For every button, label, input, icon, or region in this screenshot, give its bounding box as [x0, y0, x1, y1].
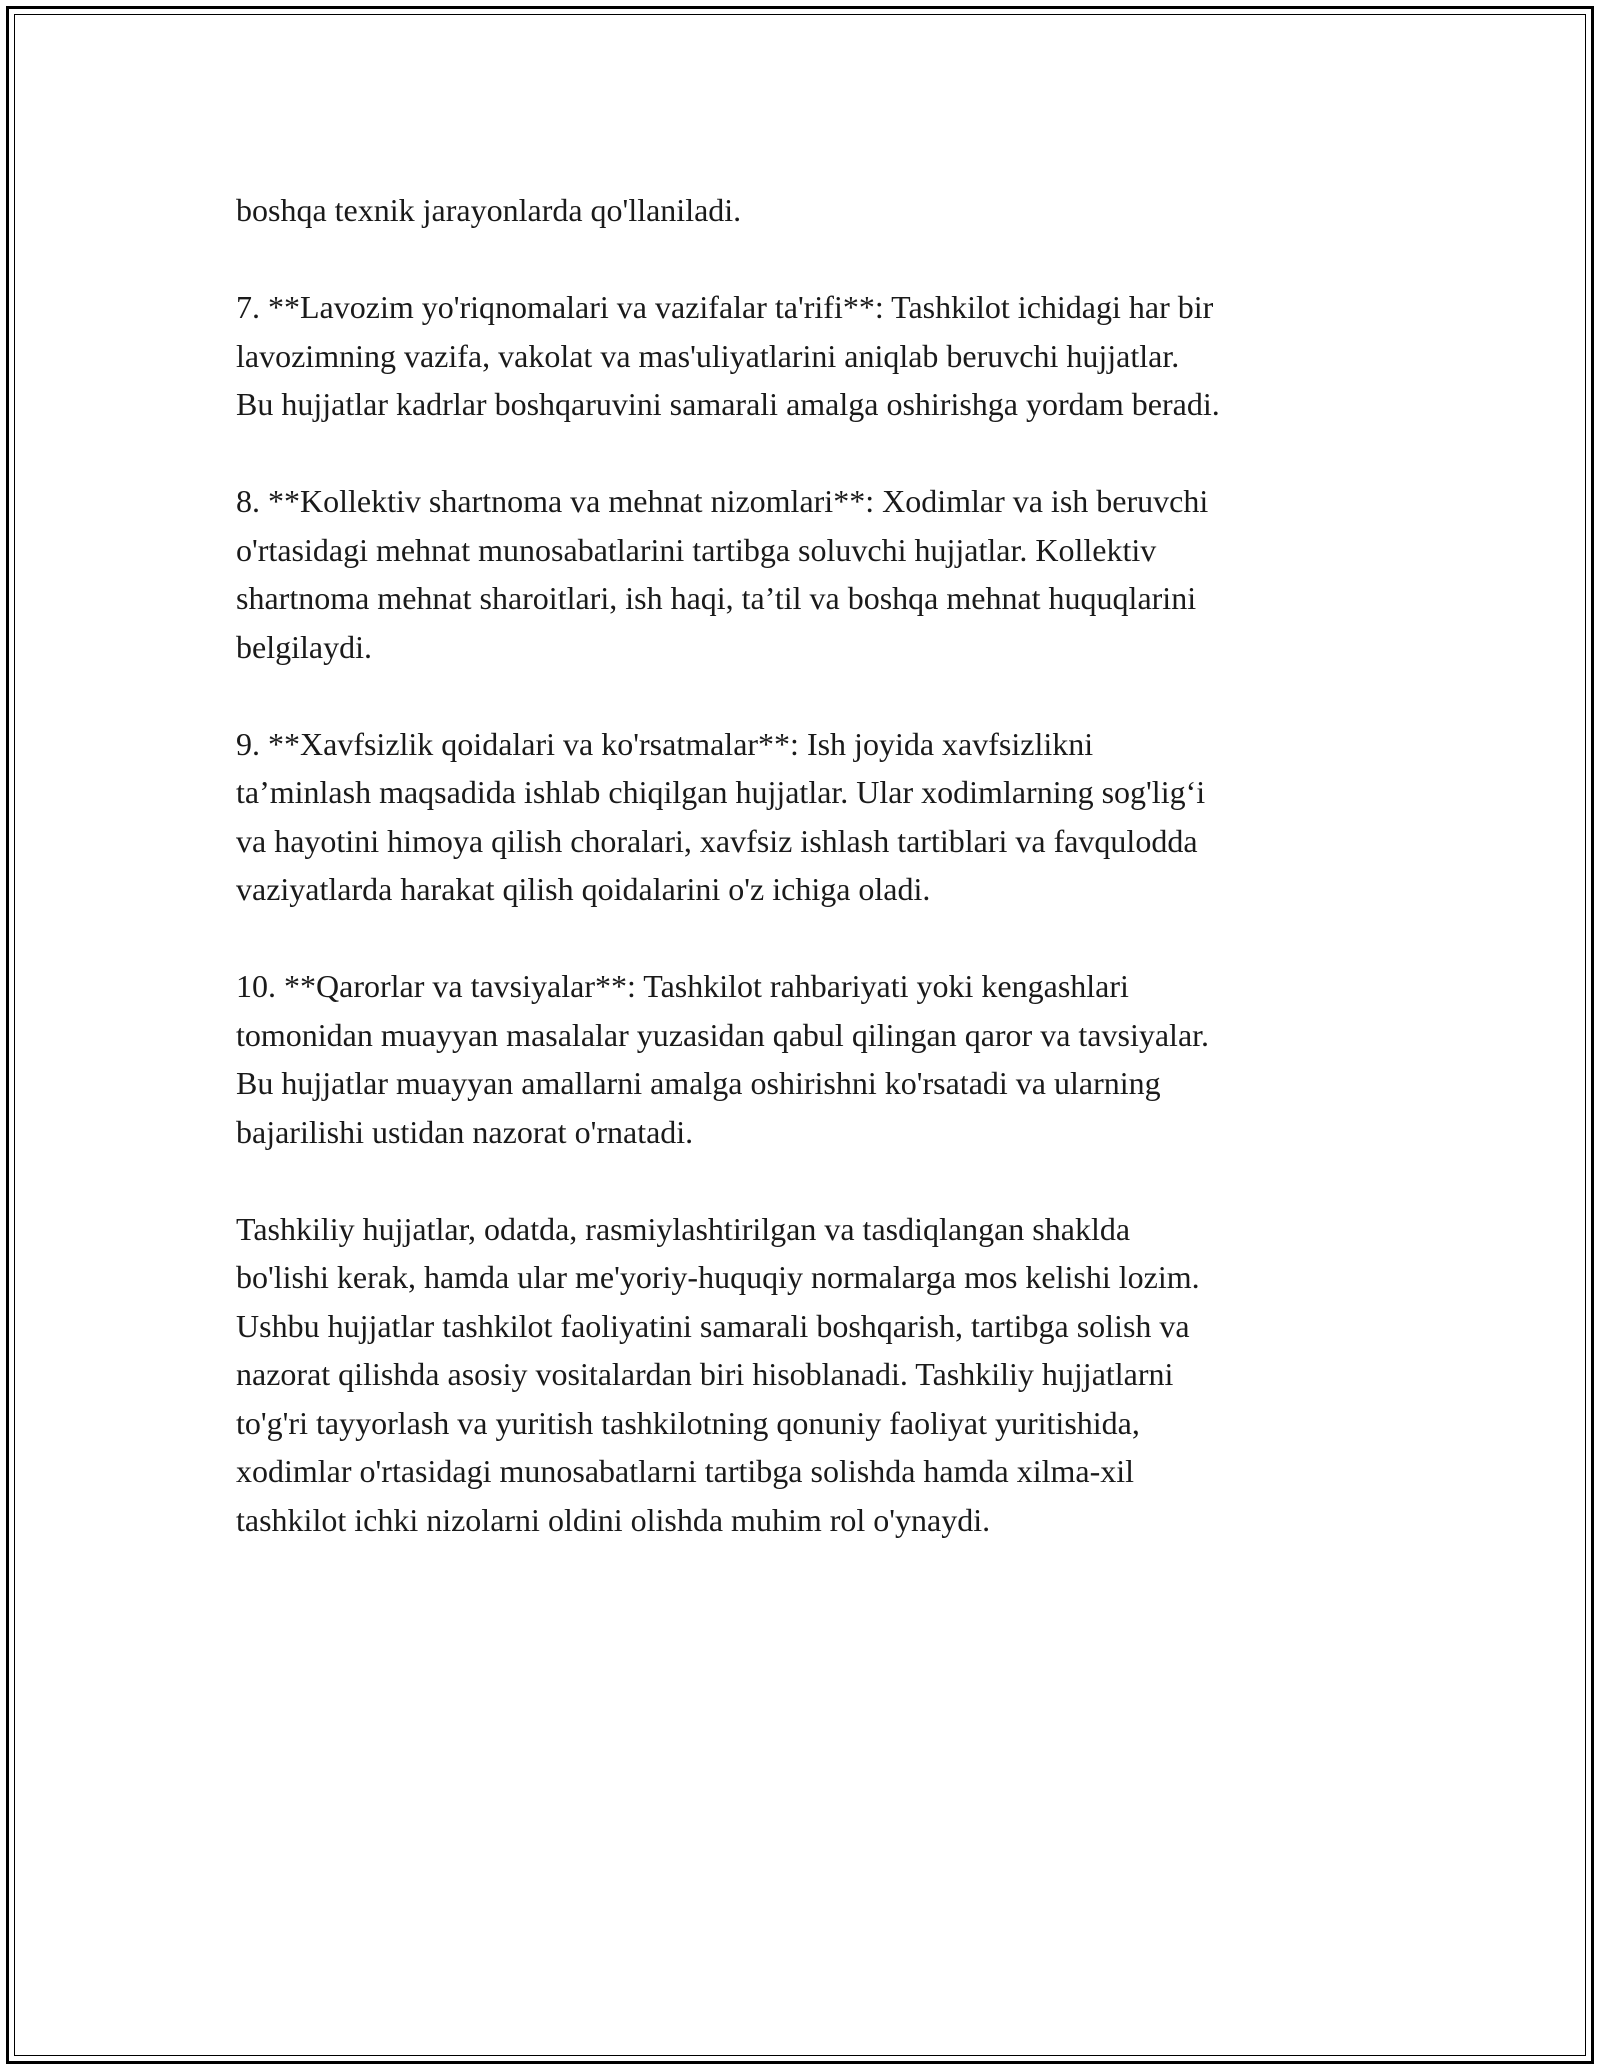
paragraph-item-8: 8. **Kollektiv shartnoma va mehnat nizomlari**: Xodimlar va ish beruvchi o'rtasidagi mehnat munosabatlarini tartibga soluvchi hujjatlar. Kollektiv shartnoma mehnat sharoitlari, ish haqi, ta’til va boshqa mehnat huquqlarini belgilaydi.	[236, 483, 1209, 665]
paragraph-item-7: 7. **Lavozim yo'riqnomalari va vazifalar ta'rifi**: Tashkilot ichidagi har bir lavozimning vazifa, vakolat va mas'uliyatlarini aniqlab beruvchi hujjatlar. Bu hujjatlar kadrlar boshqaruvini samarali amalga oshirishga yordam beradi.	[236, 289, 1220, 422]
paragraph-item-10: 10. **Qarorlar va tavsiyalar**: Tashkilot rahbariyati yoki kengashlari tomonidan muayyan masalalar yuzasidan qabul qilingan qaror va tavsiyalar. Bu hujjatlar muayyan amallarni amalga oshirishni ko'rsatadi va ularning bajarilishi ustidan nazorat o'rnatadi.	[236, 968, 1210, 1150]
paragraph-conclusion: Tashkiliy hujjatlar, odatda, rasmiylashtirilgan va tasdiqlangan shaklda bo'lishi kerak, hamda ular me'yoriy-huquqiy normalarga mos kelishi lozim. Ushbu hujjatlar tashkilot faoliyatini samarali boshqarish, tartibga solish va nazorat qilishda asosiy vositalardan biri hisoblanadi. Tashkiliy hujjatlarni to'g'ri tayyorlash va yuritish tashkilotning qonuniy faoliyat yuritishida, xodimlar o'rtasidagi munosabatlarni tartibga solishda hamda xilma-xil tashkilot ichki nizolarni oldini olishda muhim rol o'ynaydi.	[236, 1210, 1200, 1538]
paragraph-item-9: 9. **Xavfsizlik qoidalari va ko'rsatmalar**: Ish joyida xavfsizlikni ta’minlash maqsadida ishlab chiqilgan hujjatlar. Ular xodimlarning sog'lig‘i va hayotini himoya qilish choralari, xavfsiz ishlash tartiblari va favqulodda vaziyatlarda harakat qilish qoidalarini o'z ichiga oladi.	[236, 725, 1206, 907]
paragraph-continuation: boshqa texnik jarayonlarda qo'llaniladi.	[236, 192, 742, 228]
document-body	[236, 186, 1386, 1593]
